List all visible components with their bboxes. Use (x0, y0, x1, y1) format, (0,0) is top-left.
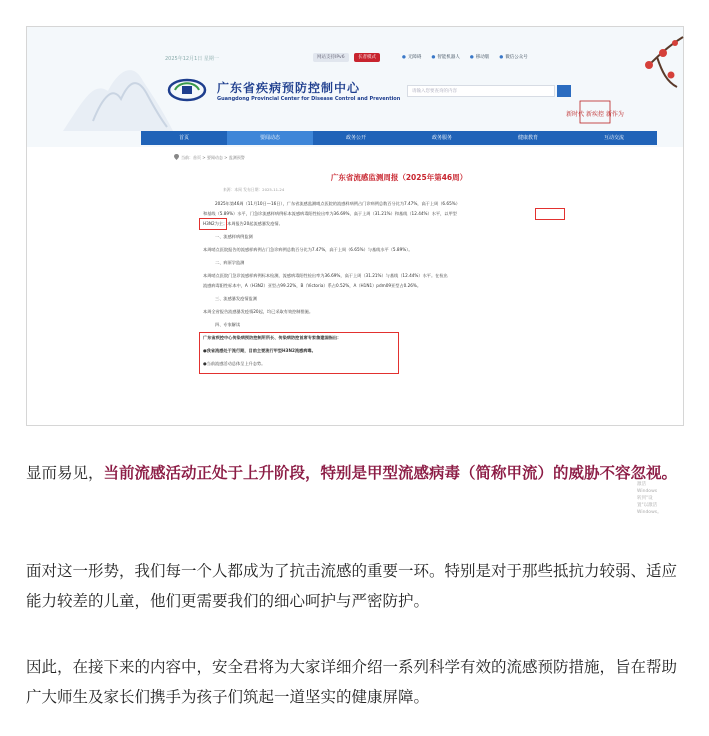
top-links (402, 54, 528, 60)
expert-intro: 广东省疾控中心传染病预防控制所所长、传染病防控首席专家詹建国指出： (203, 335, 342, 340)
mountain-decoration (63, 41, 173, 141)
elder-mode-button[interactable]: 长者模式 (354, 53, 380, 62)
para-line: 本周全省报告流感暴发疫情20起，均已采取有效控制措施。 (203, 309, 314, 314)
section-heading: 三、流感暴发疫情监测 (215, 296, 257, 301)
main-nav (141, 131, 657, 145)
mobile-link[interactable]: ● 移动版 (470, 54, 489, 60)
paragraph-1 (26, 458, 686, 488)
logo-english: Guangdong Provincial Center for Disease Control and Prevention (217, 96, 401, 102)
nav-health-edu[interactable]: 健康教育 (517, 135, 538, 141)
location-pin-icon (174, 154, 179, 160)
highlight-box (199, 332, 399, 374)
para-line: 本周哨点医院门急诊流感样病例标本检测，流感病毒阳性检出率为36.69%，高于上周（31.21%）与基线（12.44%）水平。在检出 (203, 273, 448, 278)
section-heading: 四、专家解读 (215, 322, 241, 327)
section-heading: 一、流感样病例监测 (215, 234, 253, 239)
nav-gov-service[interactable]: 政务服务 (431, 135, 452, 141)
search-button[interactable] (557, 85, 571, 97)
expert-point: ●当前流感活动总体呈上升态势。 (203, 361, 266, 366)
watermark-line: 转到"设置"以激活 Windows。 (637, 496, 662, 515)
date-text: 2025年12月1日 星期一 (165, 56, 219, 62)
breadcrumb: 当前：首页 > 要闻动态 > 监测预警 (181, 155, 245, 160)
logo-chinese: 广东省疾病预防控制中心 (217, 81, 361, 95)
seal-text: 新时代 新疾控 新作为 (566, 111, 624, 118)
p1-prefix: 显而易见， (26, 464, 104, 482)
highlight-box (199, 218, 227, 230)
highlight-box (535, 208, 565, 220)
p1-highlight: 当前流感活动正处于上升阶段，特别是甲型流感病毒（简称甲流）的威胁不容忽视。 (103, 464, 678, 482)
accessibility-link[interactable]: ● 无障碍 (402, 54, 421, 60)
nav-interaction[interactable]: 互动交流 (603, 135, 624, 141)
para-line: 本周哨点医院报告的流感样病例占门急诊病例总数百分比为7.47%，高于上周（6.65%）与基线水平（5.89%）。 (203, 247, 413, 252)
report-meta: 来源：本网 发布日期：2025-11-24 (223, 187, 285, 192)
paragraph-3: 因此，在接下来的内容中，安全君将为大家详细介绍一系列科学有效的流感预防措施，旨在帮助广大师生及家长们携手为孩子们筑起一道坚实的健康屏障。 (26, 658, 678, 706)
section-heading: 二、病原学监测 (215, 260, 245, 265)
watermark-line: 激活 Windows (637, 482, 658, 494)
paragraph-2: 面对这一形势，我们每一个人都成为了抗击流感的重要一环。特别是对于那些抵抗力较弱、适应能力较差的儿童，他们更需要我们的细心呵护与严密防护。 (26, 562, 678, 610)
seal-emblem (566, 97, 624, 127)
nav-gov-info[interactable]: 政务公开 (345, 135, 366, 141)
para-line: 和基线（5.89%）水平，门急诊流感样病例标本流感病毒阳性检出率为36.69%，高于上周（31.21%）和基线（12.44%）水平，以甲型 (203, 211, 457, 216)
para-line: H3N2为主；本周报告20起流感暴发疫情。 (203, 221, 283, 226)
report-title: 广东省流感监测周报（2025年第46周） (330, 173, 468, 182)
cdc-logo-icon (167, 77, 207, 103)
search-input[interactable]: 请输入您要查询的内容 (407, 85, 555, 97)
nav-home[interactable]: 首页 (178, 135, 189, 141)
site-header (27, 27, 683, 147)
ipv6-badge[interactable]: 网站支持IPv6 (313, 53, 349, 62)
nav-news[interactable]: 要闻动态 (227, 131, 313, 145)
expert-point: ●我省流感处于流行期，目前主要流行甲型H3N2流感病毒。 (203, 348, 316, 353)
para-line: 2025年第46周（11月10日—16日），广东省流感监测哨点医院的流感样病例占门诊病例总数百分比为7.47%，高于上周（6.65%） (215, 201, 460, 206)
wechat-link[interactable]: ● 微信公众号 (499, 54, 527, 60)
cotton-tree-decoration (607, 27, 683, 107)
para-line: 流感病毒阳性标本中，A（H3N2）亚型占99.22%，B（Victoria）系占0.52%，A（H1N1）pdm09亚型占0.26%。 (203, 283, 422, 288)
robot-link[interactable]: ● 智能机器人 (431, 54, 459, 60)
